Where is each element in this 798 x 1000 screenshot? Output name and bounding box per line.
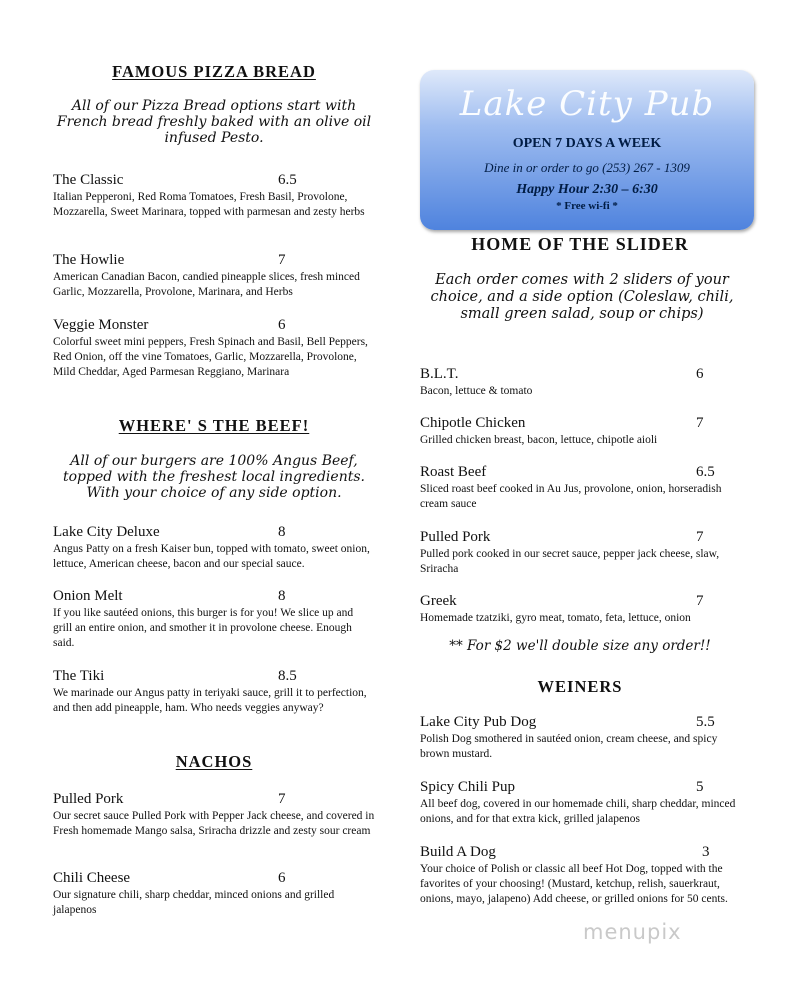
- open-days: OPEN 7 DAYS A WEEK: [512, 136, 662, 151]
- item-name: Roast Beef: [420, 464, 487, 480]
- item-price: 7: [278, 791, 286, 807]
- item-name: Chili Cheese: [53, 870, 131, 886]
- item-price: 3: [702, 844, 710, 860]
- menu-item-roast-beef: [420, 464, 740, 512]
- pizza-intro: All of our Pizza Bread options start with French bread freshly baked with an olive oil infused Pesto.: [56, 98, 372, 146]
- menu-item-greek: [420, 593, 740, 626]
- menu-item-nachos-pulled-pork: [53, 791, 375, 839]
- item-name: The Howlie: [53, 252, 125, 268]
- menu-item-the-tiki: [53, 668, 375, 716]
- menupix-watermark: menupix: [583, 920, 682, 944]
- double-size-note: ** For $2 we'll double size any order!!: [449, 638, 711, 654]
- item-description: Bacon, lettuce & tomato: [420, 385, 533, 397]
- item-price: 6: [278, 870, 286, 886]
- menu-item-build-a-dog: [420, 844, 740, 907]
- item-description: Italian Pepperoni, Red Roma Tomatoes, Fresh Basil, Provolone, Mozzarella, Sweet Marinara, topped with parmesan and zesty herbs: [53, 191, 365, 218]
- item-name: Chipotle Chicken: [420, 415, 526, 431]
- menu-item-the-howlie: [53, 252, 375, 300]
- slider-intro: Each order comes with 2 sliders of your choice, and a side option (Coleslaw, chili, small green salad, soup or chips): [430, 272, 734, 322]
- item-price: 5.5: [696, 714, 715, 730]
- menu-item-veggie-monster: [53, 317, 375, 380]
- item-description: Grilled chicken breast, bacon, lettuce, chipotle aioli: [420, 434, 658, 446]
- item-price: 5: [696, 779, 704, 795]
- item-price: 8: [278, 588, 286, 604]
- item-description: If you like sautéed onions, this burger is for you! We slice up and grill an entire onion, and smother it in provolone cheese. Enough said.: [53, 607, 354, 649]
- item-description: We marinade our Angus patty in teriyaki sauce, grill it to perfection, and then add pineapple, ham. Who needs veggies anyway?: [53, 687, 367, 714]
- item-name: Veggie Monster: [53, 317, 149, 333]
- item-price: 7: [696, 415, 704, 431]
- item-description: Colorful sweet mini peppers, Fresh Spinach and Basil, Bell Peppers, Red Onion, off the vine Tomatoes, Garlic, Mozzarella, Provolone, Mild Cheddar, Aged Parmesan Reggiano, Marinara: [53, 336, 368, 378]
- menu-item-lake-city-pub-dog: [420, 714, 740, 762]
- item-name: Build A Dog: [420, 844, 496, 860]
- phone-line: Dine in or order to go (253) 267 - 1309: [484, 160, 690, 175]
- item-description: Polish Dog smothered in sautéed onion, cream cheese, and spicy brown mustard.: [420, 733, 718, 760]
- section-title-nachos: NACHOS: [175, 752, 253, 771]
- item-price: 6.5: [278, 172, 297, 188]
- wifi-note: * Free wi-fi *: [556, 200, 618, 212]
- item-price: 7: [696, 529, 704, 545]
- item-description: Homemade tzatziki, gyro meat, tomato, feta, lettuce, onion: [420, 612, 691, 624]
- menu-item-chipotle-chicken: [420, 415, 740, 448]
- section-title-slider: HOME OF THE SLIDER: [471, 234, 689, 254]
- item-name: Spicy Chili Pup: [420, 779, 516, 795]
- section-title-weiners: WEINERS: [537, 677, 623, 696]
- item-description: Sliced roast beef cooked in Au Jus, provolone, onion, horseradish cream sauce: [420, 483, 722, 510]
- pub-name: Lake City Pub: [459, 84, 715, 124]
- item-name: Lake City Pub Dog: [420, 714, 537, 730]
- menu-item-chili-cheese: [53, 870, 375, 918]
- item-name: Pulled Pork: [420, 529, 491, 545]
- pub-header-box: [420, 70, 754, 230]
- menu-item-lake-city-deluxe: [53, 524, 375, 572]
- item-description: Your choice of Polish or classic all beef Hot Dog, topped with the favorites of your choosing! (Mustard, ketchup, relish, sauerkraut, onions, mayo, jalapeno) Add cheese, or grilled onions for 50 cents.: [420, 863, 728, 905]
- item-description: All beef dog, covered in our homemade chili, sharp cheddar, minced onions, and for that extra kick, grilled jalapenos: [420, 798, 736, 825]
- item-description: Our signature chili, sharp cheddar, minced onions and grilled jalapenos: [53, 889, 335, 916]
- item-price: 8: [278, 524, 286, 540]
- item-price: 7: [278, 252, 286, 268]
- menu-item-onion-melt: [53, 588, 375, 651]
- item-name: Greek: [420, 593, 457, 609]
- item-name: The Classic: [53, 172, 124, 188]
- item-name: Pulled Pork: [53, 791, 124, 807]
- item-description: Angus Patty on a fresh Kaiser bun, topped with tomato, sweet onion, lettuce, American cheese, bacon and our special sauce.: [53, 543, 370, 570]
- menu-item-the-classic: [53, 172, 375, 220]
- menu-item-spicy-chili-pup: [420, 779, 740, 827]
- item-price: 6.5: [696, 464, 715, 480]
- section-title-pizza: FAMOUS PIZZA BREAD: [112, 62, 316, 81]
- item-description: Our secret sauce Pulled Pork with Pepper Jack cheese, and covered in Fresh homemade Mango salsa, Sriracha drizzle and zesty sour cream: [53, 810, 375, 837]
- item-description: American Canadian Bacon, candied pineapple slices, fresh minced Garlic, Mozzarella, Provolone, Marinara, and Herbs: [53, 271, 360, 298]
- menu-item-blt: [420, 366, 740, 399]
- item-price: 7: [696, 593, 704, 609]
- menu-item-slider-pulled-pork: [420, 529, 740, 577]
- item-name: Lake City Deluxe: [53, 524, 160, 540]
- item-name: The Tiki: [53, 668, 105, 684]
- item-price: 6: [696, 366, 704, 382]
- happy-hour: Happy Hour 2:30 – 6:30: [516, 182, 658, 197]
- item-price: 6: [278, 317, 286, 333]
- section-title-beef: WHERE' S THE BEEF!: [118, 416, 310, 435]
- beef-intro: All of our burgers are 100% Angus Beef, topped with the freshest local ingredients. With your choice of any side option.: [63, 453, 365, 501]
- item-description: Pulled pork cooked in our secret sauce, pepper jack cheese, slaw, Sriracha: [420, 548, 720, 575]
- item-name: Onion Melt: [53, 588, 123, 604]
- item-price: 8.5: [278, 668, 297, 684]
- item-name: B.L.T.: [420, 366, 459, 382]
